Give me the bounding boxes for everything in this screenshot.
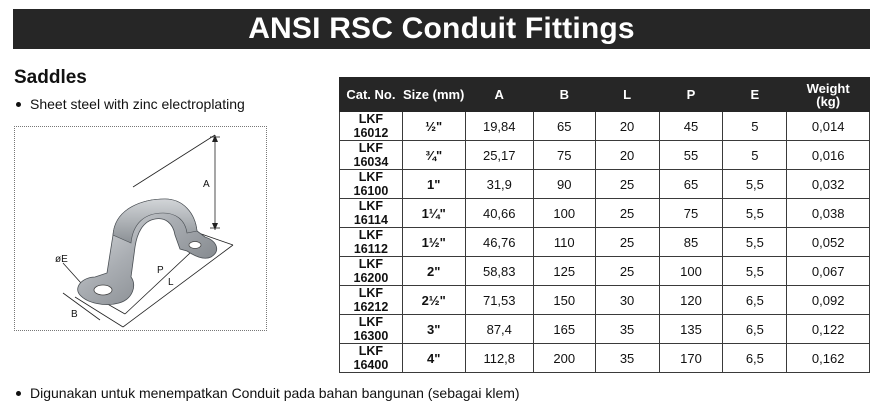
- table-row: [340, 286, 870, 315]
- table-row: [340, 315, 870, 344]
- usage-bullet: [16, 385, 520, 401]
- material-bullet: [16, 96, 245, 112]
- cell-weight: 0,014: [787, 112, 870, 141]
- cell-a: 31,9: [465, 170, 533, 199]
- dim-label-b: B: [71, 309, 78, 320]
- cell-size: 1": [402, 170, 465, 199]
- cell-weight: 0,032: [787, 170, 870, 199]
- cell-b: 125: [533, 257, 595, 286]
- cell-a: 87,4: [465, 315, 533, 344]
- page-title: ANSI RSC Conduit Fittings: [13, 9, 870, 49]
- section-title: Saddles: [14, 67, 87, 88]
- cell-l: 25: [595, 257, 659, 286]
- cell-e: 5,5: [723, 228, 787, 257]
- cell-p: 45: [659, 112, 723, 141]
- cell-weight: 0,067: [787, 257, 870, 286]
- cell-p: 135: [659, 315, 723, 344]
- dim-label-a: A: [203, 179, 210, 190]
- cell-size: 4": [402, 344, 465, 373]
- cell-a: 71,53: [465, 286, 533, 315]
- spec-table: [339, 77, 870, 373]
- col-header-l: L: [595, 78, 659, 112]
- cell-weight: 0,016: [787, 141, 870, 170]
- table-header-row: [340, 78, 870, 112]
- cell-size: 1½": [402, 228, 465, 257]
- cell-b: 100: [533, 199, 595, 228]
- cell-size: 2": [402, 257, 465, 286]
- cell-a: 46,76: [465, 228, 533, 257]
- bullet-dot: [16, 102, 21, 107]
- col-header-e: E: [723, 78, 787, 112]
- cell-e: 5,5: [723, 170, 787, 199]
- saddle-diagram: [14, 126, 267, 331]
- cell-e: 5,5: [723, 257, 787, 286]
- cell-e: 5: [723, 141, 787, 170]
- cell-l: 25: [595, 170, 659, 199]
- cell-size: 3": [402, 315, 465, 344]
- cell-e: 6,5: [723, 286, 787, 315]
- cell-cat-no: LKF 16034: [340, 141, 403, 170]
- table-row: [340, 344, 870, 373]
- cell-p: 55: [659, 141, 723, 170]
- cell-b: 75: [533, 141, 595, 170]
- cell-e: 5,5: [723, 199, 787, 228]
- cell-cat-no: LKF 16200: [340, 257, 403, 286]
- cell-b: 110: [533, 228, 595, 257]
- cell-a: 40,66: [465, 199, 533, 228]
- cell-e: 6,5: [723, 344, 787, 373]
- cell-l: 30: [595, 286, 659, 315]
- cell-l: 25: [595, 228, 659, 257]
- col-header-weight: Weight (kg): [787, 78, 870, 112]
- table-row: [340, 199, 870, 228]
- cell-p: 120: [659, 286, 723, 315]
- cell-cat-no: LKF 16112: [340, 228, 403, 257]
- col-header-p: P: [659, 78, 723, 112]
- cell-b: 65: [533, 112, 595, 141]
- table-row: [340, 112, 870, 141]
- table-row: [340, 141, 870, 170]
- cell-size: 1¼": [402, 199, 465, 228]
- cell-a: 112,8: [465, 344, 533, 373]
- cell-p: 85: [659, 228, 723, 257]
- col-header-a: A: [465, 78, 533, 112]
- cell-l: 20: [595, 112, 659, 141]
- cell-size: ¾": [402, 141, 465, 170]
- table-row: [340, 170, 870, 199]
- col-header-b: B: [533, 78, 595, 112]
- cell-p: 100: [659, 257, 723, 286]
- cell-size: 2½": [402, 286, 465, 315]
- cell-cat-no: LKF 16114: [340, 199, 403, 228]
- col-header-cat-no: Cat. No.: [340, 78, 403, 112]
- cell-l: 35: [595, 315, 659, 344]
- cell-p: 65: [659, 170, 723, 199]
- cell-cat-no: LKF 16400: [340, 344, 403, 373]
- col-header-size: Size (mm): [402, 78, 465, 112]
- cell-l: 20: [595, 141, 659, 170]
- cell-b: 200: [533, 344, 595, 373]
- cell-b: 90: [533, 170, 595, 199]
- cell-l: 35: [595, 344, 659, 373]
- cell-weight: 0,162: [787, 344, 870, 373]
- cell-cat-no: LKF 16012: [340, 112, 403, 141]
- cell-size: ½": [402, 112, 465, 141]
- cell-a: 25,17: [465, 141, 533, 170]
- cell-b: 165: [533, 315, 595, 344]
- cell-weight: 0,038: [787, 199, 870, 228]
- dim-label-l: L: [168, 277, 174, 288]
- table-row: [340, 257, 870, 286]
- cell-cat-no: LKF 16212: [340, 286, 403, 315]
- bullet-dot: [16, 391, 21, 396]
- cell-cat-no: LKF 16100: [340, 170, 403, 199]
- table-row: [340, 228, 870, 257]
- cell-weight: 0,122: [787, 315, 870, 344]
- cell-cat-no: LKF 16300: [340, 315, 403, 344]
- cell-a: 19,84: [465, 112, 533, 141]
- dim-label-e: øE: [55, 254, 68, 265]
- saddle-drawing: [15, 127, 268, 332]
- cell-e: 5: [723, 112, 787, 141]
- dim-label-p: P: [157, 265, 164, 276]
- cell-b: 150: [533, 286, 595, 315]
- cell-e: 6,5: [723, 315, 787, 344]
- cell-weight: 0,092: [787, 286, 870, 315]
- cell-p: 170: [659, 344, 723, 373]
- material-text: Sheet steel with zinc electroplating: [30, 96, 245, 112]
- cell-p: 75: [659, 199, 723, 228]
- cell-l: 25: [595, 199, 659, 228]
- cell-a: 58,83: [465, 257, 533, 286]
- usage-text: Digunakan untuk menempatkan Conduit pada bahan bangunan (sebagai klem): [30, 385, 520, 401]
- cell-weight: 0,052: [787, 228, 870, 257]
